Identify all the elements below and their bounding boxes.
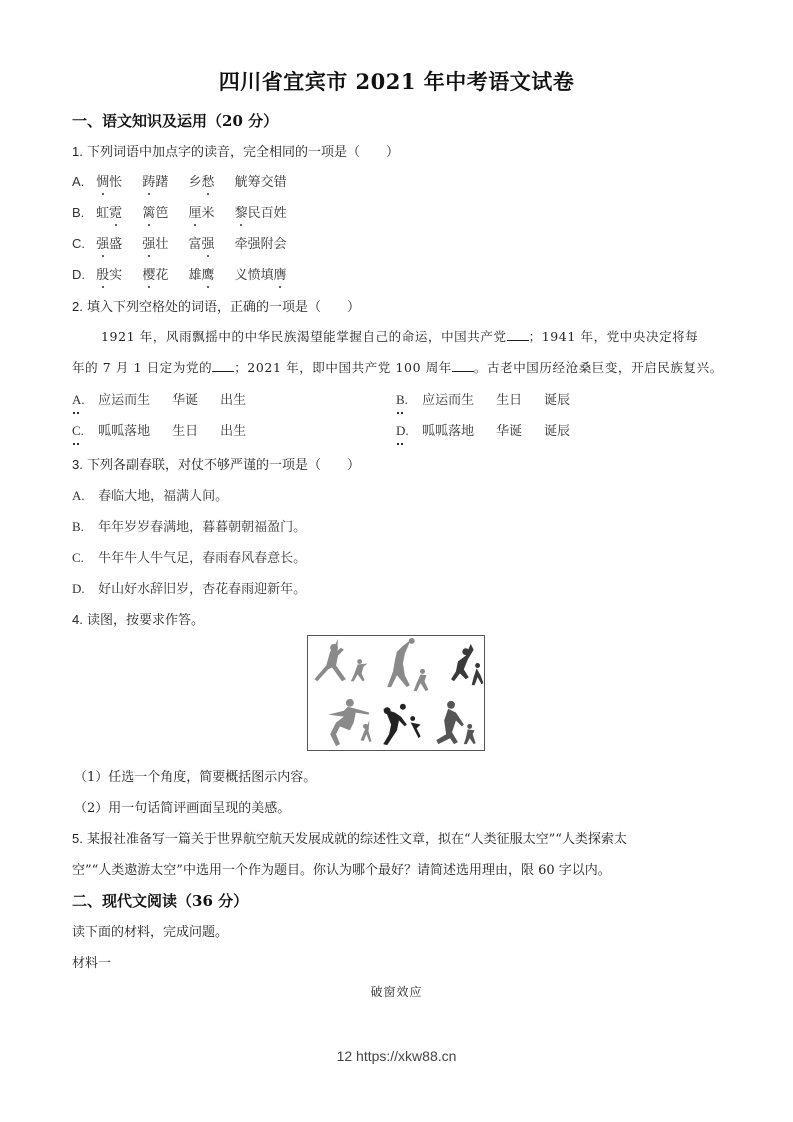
q2-paragraph-line-2 xyxy=(72,358,723,376)
dotted-char: 黎 xyxy=(235,202,248,221)
option-text: 春临大地，福满人间。 xyxy=(98,489,229,504)
option-letter: A. xyxy=(72,174,85,189)
q2-paragraph-line-1 xyxy=(101,327,698,345)
word-start: 乡 xyxy=(188,175,202,190)
word-rest: 花 xyxy=(155,268,169,283)
section-1-heading: 一、语文知识及运用（20 分） xyxy=(72,112,279,130)
para-text: ；1941 年，党中央决定将每 xyxy=(528,329,699,344)
question-number: 3. xyxy=(72,457,83,472)
dotted-char: 强 xyxy=(96,233,109,252)
q1-option-b xyxy=(72,202,303,221)
option-word: 生日 xyxy=(172,424,199,439)
dotted-char: 樱 xyxy=(142,264,155,283)
option-word: 诞辰 xyxy=(544,393,571,408)
para-text: 。古老中国历经沧桑巨变，开启民族复兴。 xyxy=(473,360,723,375)
word-start: 牵 xyxy=(234,237,248,252)
material-label: 材料一 xyxy=(72,956,112,971)
option-letter: C. xyxy=(72,423,94,439)
q3-option-b xyxy=(72,516,306,535)
question-number: 2. xyxy=(72,299,83,314)
question-text: 读图，按要求作答。 xyxy=(86,613,204,628)
dotted-char: 惆 xyxy=(96,171,109,190)
question-5-line-1 xyxy=(72,828,627,847)
option-letter: A. xyxy=(72,488,85,503)
option-letter: B. xyxy=(72,519,84,534)
option-letter: B. xyxy=(396,392,418,408)
option-letter: B. xyxy=(72,205,85,220)
question-number: 1. xyxy=(72,144,83,159)
option-letter: D. xyxy=(72,581,85,596)
page-footer: 12 https://xkw88.cn xyxy=(336,1048,457,1064)
word-start: 富 xyxy=(188,237,202,252)
word-rest: 怅 xyxy=(109,175,123,190)
dotted-char: 愁 xyxy=(202,171,215,190)
q1-option-a xyxy=(72,171,303,190)
question-number: 5. xyxy=(72,831,83,846)
option-word: 生日 xyxy=(496,393,523,408)
option-letter: D. xyxy=(396,423,418,439)
option-word: 出生 xyxy=(220,424,247,439)
q2-option-a xyxy=(72,389,268,408)
q2-option-b xyxy=(396,389,592,408)
question-text: 某报社准备写一篇关于世界航空航天发展成就的综述性文章，拟在“人类征服太空”“人类探索太 xyxy=(86,832,627,847)
para-text: 年的 7 月 1 日定为党的 xyxy=(72,360,213,375)
option-word: 应运而生 xyxy=(422,393,475,408)
word-start: 义愤填 xyxy=(234,268,274,283)
q2-option-c xyxy=(72,420,268,439)
question-number: 4. xyxy=(72,612,83,627)
option-letter: C. xyxy=(72,236,85,251)
question-text: 下列词语中加点字的读音，完全相同的一项是（ ） xyxy=(86,145,399,160)
option-word: 呱呱落地 xyxy=(422,424,475,439)
q1-option-c xyxy=(72,233,303,252)
q3-option-c xyxy=(72,547,306,566)
option-text: 年年岁岁春满地，暮暮朝朝福盈门。 xyxy=(98,520,307,535)
word-rest: 壮 xyxy=(155,237,169,252)
word-rest: 笆 xyxy=(155,206,169,221)
fill-blank-3 xyxy=(452,360,474,372)
sports-silhouettes-image xyxy=(307,635,485,751)
question-5-line-2: 空”“人类遨游太空”中选用一个作为题目。你认为哪个最好？请简述选用理由，限 60 字以内。 xyxy=(72,863,611,878)
option-word: 诞辰 xyxy=(544,424,571,439)
material-title: 破窗效应 xyxy=(370,985,423,999)
word-start: 雄 xyxy=(188,268,202,283)
option-word: 呱呱落地 xyxy=(98,424,151,439)
para-text: 1921 年，风雨飘摇中的中华民族渴望能掌握自己的命运，中国共产党 xyxy=(101,329,507,344)
page-title: 四川省宜宾市 2021 年中考语文试卷 xyxy=(218,69,575,94)
para-text: ；2021 年，即中国共产党 100 周年 xyxy=(234,360,452,375)
option-word: 出生 xyxy=(220,393,247,408)
option-text: 好山好水辞旧岁，杏花春雨迎新年。 xyxy=(98,582,307,597)
word-rest: 实 xyxy=(109,268,123,283)
section-2-heading: 二、现代文阅读（36 分） xyxy=(72,892,249,910)
word-rest: 强附会 xyxy=(247,237,287,252)
q3-option-d xyxy=(72,578,306,597)
question-text: 下列各副春联，对仗不够严谨的一项是（ ） xyxy=(86,458,360,473)
option-text: 牛年牛人牛气足，春雨春风春意长。 xyxy=(98,551,307,566)
question-4-stem xyxy=(72,609,204,628)
question-4-sub-1: （1）任选一个角度，简要概括图示内容。 xyxy=(74,770,317,785)
question-2-stem xyxy=(72,296,360,315)
option-letter: A. xyxy=(72,392,94,408)
silhouettes-icon xyxy=(308,636,484,750)
dotted-char: 膺 xyxy=(274,264,287,283)
word-start: 虹 xyxy=(96,206,110,221)
dotted-char: 殷 xyxy=(96,264,109,283)
q1-option-d xyxy=(72,264,303,283)
word-rest: 躇 xyxy=(155,175,169,190)
option-word: 华诞 xyxy=(172,393,199,408)
question-1-stem xyxy=(72,141,399,160)
question-text: 填入下列空格处的词语，正确的一项是（ ） xyxy=(86,300,360,315)
word-rest: 米 xyxy=(201,206,215,221)
dotted-char: 鹰 xyxy=(202,264,215,283)
fill-blank-1 xyxy=(507,329,529,341)
word-start: 觥 xyxy=(234,175,248,190)
option-word: 应运而生 xyxy=(98,393,151,408)
dotted-char: 踌 xyxy=(142,171,155,190)
word-rest: 民百姓 xyxy=(247,206,287,221)
dotted-char: 强 xyxy=(202,233,215,252)
option-word: 华诞 xyxy=(496,424,523,439)
q3-option-a xyxy=(72,485,228,504)
q2-option-d xyxy=(396,420,592,439)
section-2-intro: 读下面的材料，完成问题。 xyxy=(72,925,229,940)
option-letter: D. xyxy=(72,267,85,282)
question-3-stem xyxy=(72,454,360,473)
word-rest: 盛 xyxy=(109,237,123,252)
dotted-char: 霓 xyxy=(109,202,122,221)
dotted-char: 篱 xyxy=(142,202,155,221)
dotted-char: 强 xyxy=(142,233,155,252)
fill-blank-2 xyxy=(212,360,234,372)
question-4-sub-2: （2）用一句话简评画面呈现的美感。 xyxy=(74,801,291,816)
dotted-char: 厘 xyxy=(188,202,201,221)
word-rest: 筹交错 xyxy=(247,175,287,190)
option-letter: C. xyxy=(72,550,84,565)
